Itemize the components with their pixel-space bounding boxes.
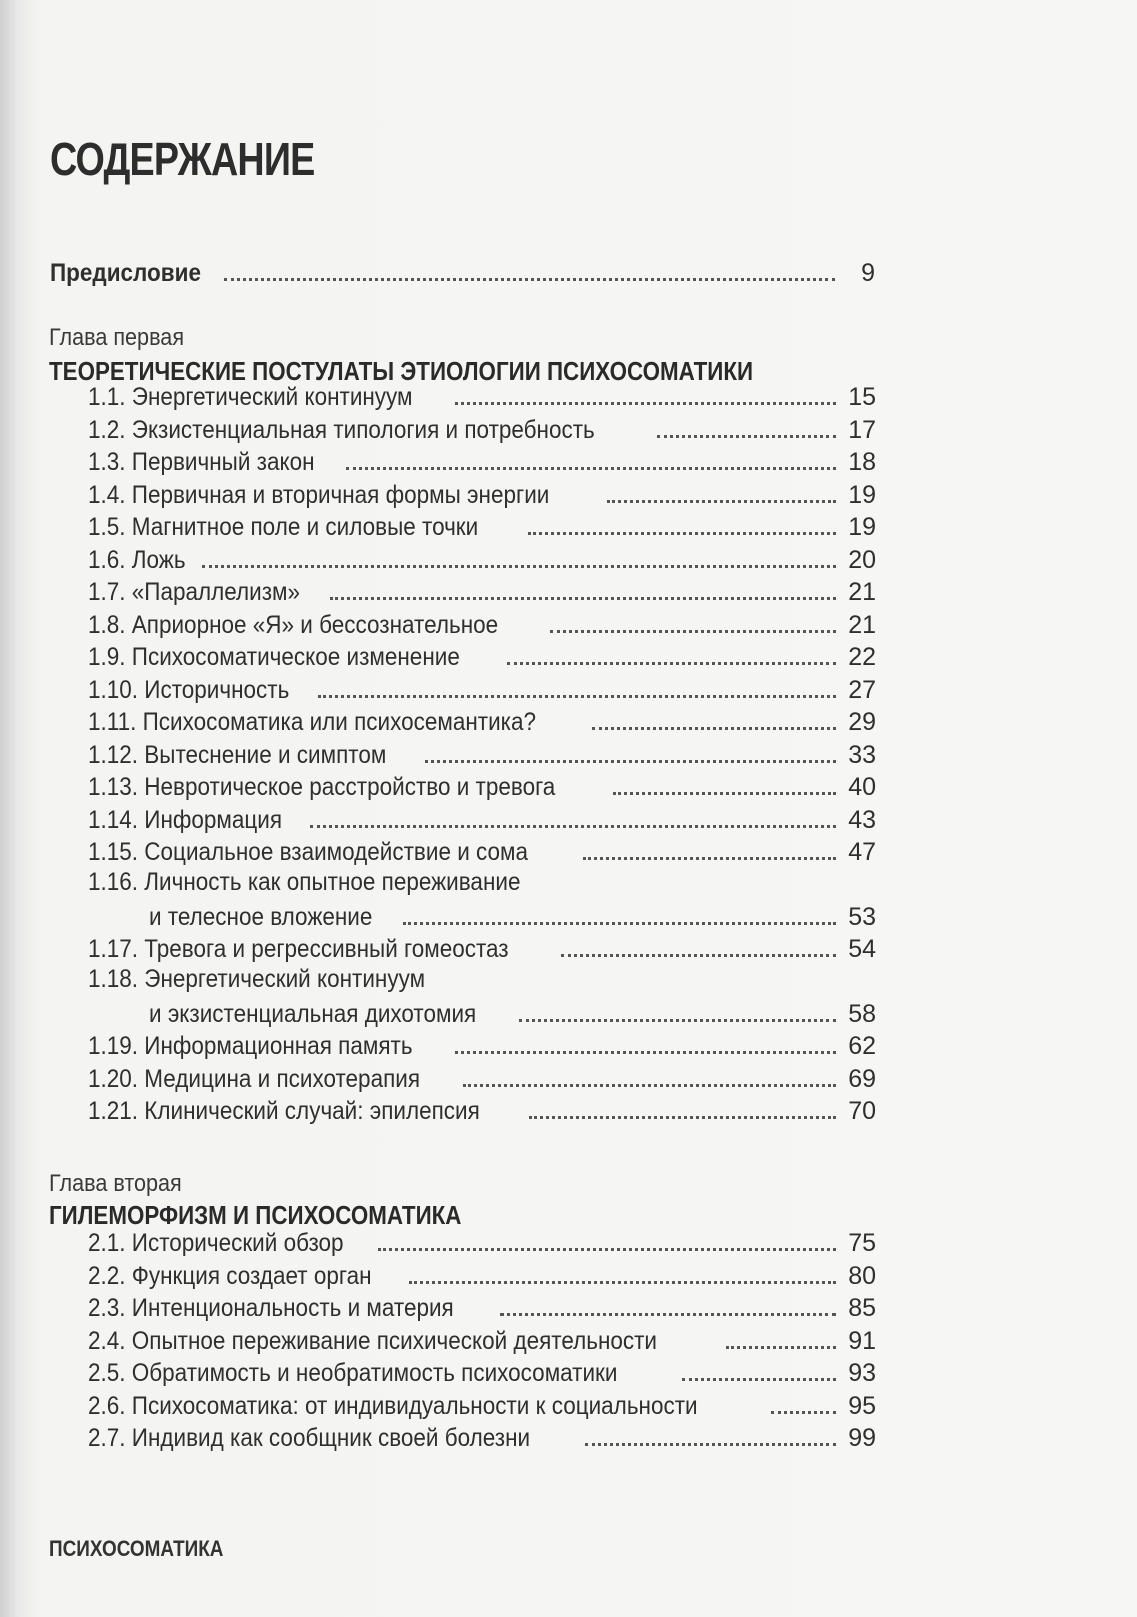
toc-entry-label: 1.9. Психосоматическое изменение — [88, 643, 460, 671]
toc-entry-page: 21 — [848, 610, 876, 639]
toc-entry — [88, 1060, 876, 1094]
toc-entry-page: 33 — [848, 740, 876, 769]
toc-entry — [88, 1289, 876, 1323]
toc-entry — [88, 541, 876, 575]
toc-entry-label: 1.14. Информация — [88, 805, 283, 834]
toc-entry-page: 91 — [848, 1326, 876, 1355]
toc-entry-label: 1.10. Историчность — [88, 675, 290, 704]
toc-entry-preface — [50, 254, 875, 288]
toc-entry — [88, 1092, 876, 1126]
toc-entry-page: 58 — [848, 999, 876, 1028]
toc-entry-page: 19 — [848, 480, 876, 509]
toc-entry-label: 2.3. Интенциональность и материя — [88, 1294, 454, 1322]
toc-entry-page: 93 — [848, 1359, 876, 1387]
toc-entry-page: 29 — [848, 708, 876, 736]
dot-leader — [403, 922, 836, 925]
toc-entry — [88, 476, 876, 510]
toc-entry — [88, 833, 876, 867]
toc-entry-label: 1.1. Энергетический континуум — [88, 383, 413, 411]
toc-entry — [88, 801, 876, 835]
dot-leader — [318, 695, 836, 698]
toc-entry — [88, 1257, 876, 1291]
toc-entry — [149, 898, 876, 932]
toc-entry-page: 43 — [848, 805, 876, 834]
toc-entry-page: 75 — [848, 1229, 876, 1257]
toc-entry-page: 70 — [848, 1097, 876, 1125]
dot-leader — [682, 1378, 836, 1381]
toc-entry — [88, 606, 876, 640]
dot-leader — [592, 727, 836, 730]
toc-entry — [88, 1322, 876, 1356]
toc-entry — [88, 638, 876, 672]
dot-leader — [583, 857, 836, 860]
chapter-2-title: ГИЛЕМОРФИЗМ И ПСИХОСОМАТИКА — [49, 1200, 462, 1230]
toc-entry-page: 62 — [848, 1032, 876, 1060]
dot-leader — [310, 825, 836, 828]
toc-entry-label: 1.7. «Параллелизм» — [88, 578, 301, 606]
toc-entry-label: 1.15. Социальное взаимодействие и сома — [88, 838, 529, 866]
toc-entry-page: 19 — [848, 513, 876, 541]
toc-entry-page: 99 — [848, 1424, 876, 1452]
dot-leader — [500, 1313, 836, 1316]
toc-entry — [88, 1224, 876, 1258]
chapter-1-label: Глава первая — [49, 324, 185, 351]
toc-entry-page: 15 — [848, 383, 876, 411]
running-footer: ПСИХОСОМАТИКА — [49, 1536, 224, 1561]
dot-leader — [346, 467, 836, 470]
toc-entry-label: 1.12. Вытеснение и симптом — [88, 740, 387, 769]
toc-entry-label: 1.11. Психосоматика или психосемантика? — [88, 708, 537, 736]
dot-leader — [202, 565, 836, 568]
dot-leader — [330, 597, 836, 600]
chapter-2-label: Глава вторая — [49, 1170, 182, 1197]
toc-entry-label: 1.18. Энергетический континуум — [88, 964, 426, 993]
toc-entry-page: 47 — [848, 838, 876, 866]
toc-entry — [88, 1354, 876, 1388]
toc-entry-page: 18 — [848, 448, 876, 476]
toc-entry-label: Предисловие — [50, 259, 201, 287]
toc-entry-page: 20 — [848, 545, 876, 574]
toc-entry — [88, 378, 876, 412]
toc-entry-page: 95 — [848, 1391, 876, 1420]
dot-leader — [613, 792, 836, 795]
dot-leader — [771, 1411, 836, 1414]
toc-entry-label: 2.6. Психосоматика: от индивидуальности к социальности — [88, 1391, 698, 1420]
dot-leader — [550, 630, 836, 633]
toc-entry — [88, 703, 876, 737]
toc-entry-label: 1.13. Невротическое расстройство и тревога — [88, 773, 556, 801]
toc-entry-label: 1.16. Личность как опытное переживание — [88, 867, 521, 896]
dot-leader — [409, 1281, 836, 1284]
toc-entry-page: 27 — [848, 675, 876, 704]
toc-entry-label: 2.4. Опытное переживание психической деятельности — [88, 1326, 658, 1355]
toc-entry-label: 1.2. Экзистенциальная типология и потребность — [88, 415, 595, 444]
toc-entry — [88, 573, 876, 607]
dot-leader — [463, 1084, 836, 1087]
toc-entry — [149, 995, 876, 1029]
dot-leader — [425, 760, 836, 763]
toc-entry-label: 1.5. Магнитное поле и силовые точки — [88, 513, 479, 541]
dot-leader — [455, 402, 836, 405]
toc-entry-page: 9 — [861, 259, 875, 287]
dot-leader — [529, 1116, 836, 1119]
toc-entry-label: 1.19. Информационная память — [88, 1032, 413, 1060]
toc-entry — [88, 930, 876, 964]
toc-entry — [88, 411, 876, 445]
toc-entry — [88, 1027, 876, 1061]
toc-entry-page: 17 — [848, 415, 876, 444]
toc-entry-label: 2.1. Исторический обзор — [88, 1229, 344, 1257]
toc-entry — [88, 1387, 876, 1421]
toc-entry — [88, 443, 876, 477]
toc-entry-label: 1.21. Клинический случай: эпилепсия — [88, 1097, 480, 1125]
toc-entry — [88, 768, 876, 802]
dot-leader — [455, 1051, 836, 1054]
toc-entry-label: 2.5. Обратимость и необратимость психосоматики — [88, 1359, 618, 1387]
dot-leader — [585, 1443, 836, 1446]
toc-entry-label: 1.3. Первичный закон — [88, 448, 315, 476]
toc-entry-continuation: и экзистенциальная дихотомия — [149, 999, 477, 1028]
toc-entry-page: 80 — [848, 1261, 876, 1290]
dot-leader — [519, 1019, 836, 1022]
dot-leader — [726, 1346, 836, 1349]
toc-entry — [88, 736, 876, 770]
toc-entry-page: 85 — [848, 1294, 876, 1322]
toc-entry-label: 1.17. Тревога и регрессивный гомеостаз — [88, 935, 509, 963]
dot-leader — [561, 954, 836, 957]
dot-leader — [507, 662, 836, 665]
toc-entry-label: 1.4. Первичная и вторичная формы энергии — [88, 480, 550, 509]
toc-entry-page: 22 — [848, 643, 876, 671]
toc-entry — [88, 508, 876, 542]
toc-entry-label: 1.6. Ложь — [88, 545, 186, 574]
dot-leader — [607, 500, 836, 503]
dot-leader — [378, 1248, 836, 1251]
toc-entry-label: 1.20. Медицина и психотерапия — [88, 1064, 421, 1093]
toc-entry-page: 69 — [848, 1064, 876, 1093]
toc-entry-page: 21 — [848, 578, 876, 606]
toc-entry-label: 2.2. Функция создает орган — [88, 1261, 372, 1290]
toc-entry-page: 54 — [848, 935, 876, 963]
toc-entry — [88, 671, 876, 705]
chapter-1-title: ТЕОРЕТИЧЕСКИЕ ПОСТУЛАТЫ ЭТИОЛОГИИ ПСИХОСОМАТИКИ — [49, 356, 754, 386]
toc-entry-label: 2.7. Индивид как сообщник своей болезни — [88, 1424, 531, 1452]
dot-leader — [224, 278, 835, 281]
toc-entry-continuation: и телесное вложение — [149, 902, 373, 931]
dot-leader — [657, 435, 836, 438]
toc-entry — [88, 1419, 876, 1453]
toc-entry-page: 53 — [848, 902, 876, 931]
toc-entry-page: 40 — [848, 773, 876, 801]
page-title: СОДЕРЖАНИЕ — [50, 133, 315, 185]
dot-leader — [528, 532, 836, 535]
toc-entry-label: 1.8. Априорное «Я» и бессознательное — [88, 610, 499, 639]
